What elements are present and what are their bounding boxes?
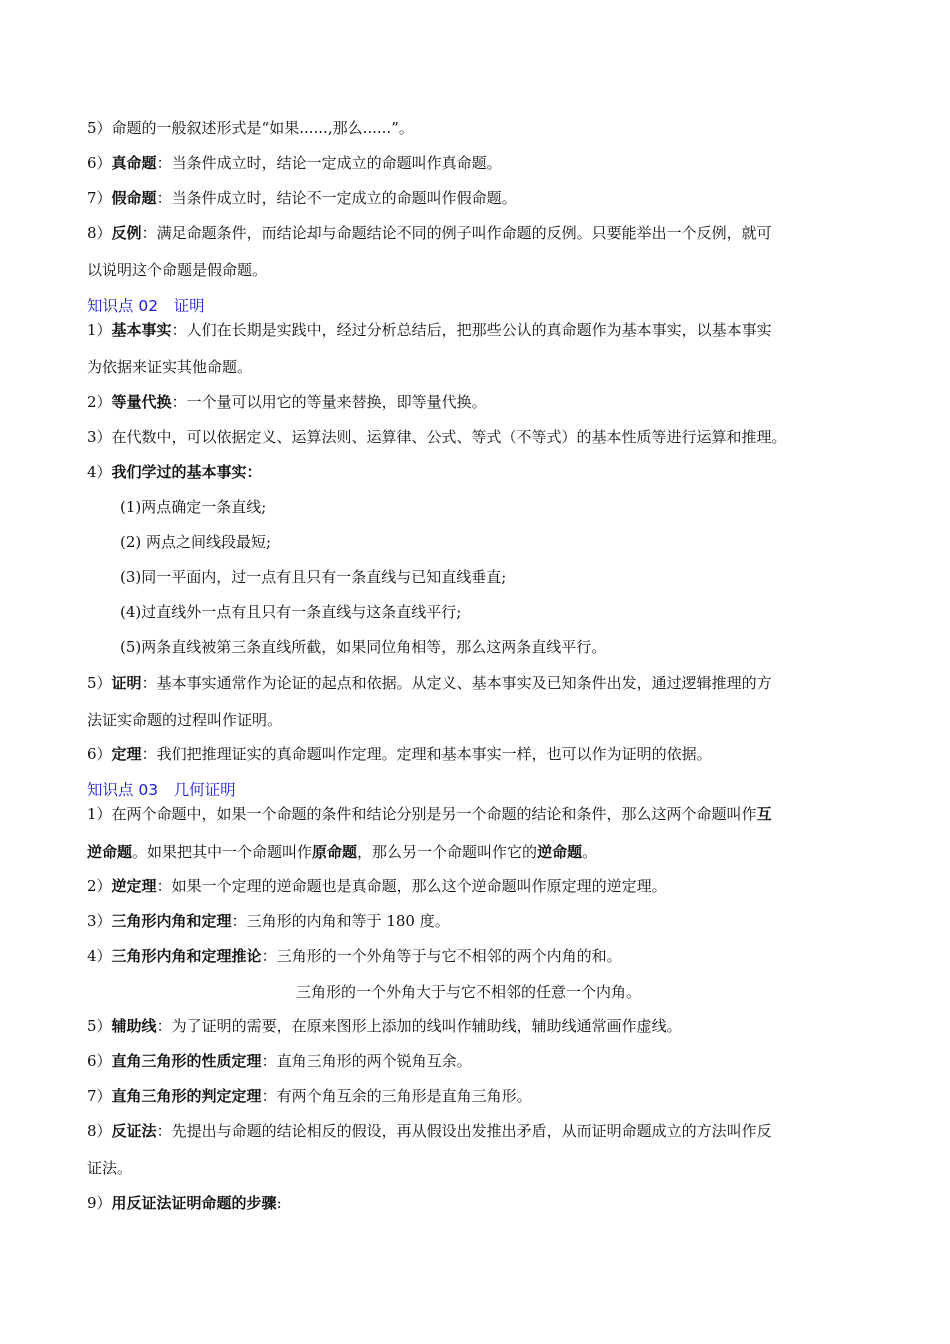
bold-term: 互: [756, 805, 772, 823]
text-line: [87, 1086, 532, 1106]
text-segment: 6）: [87, 745, 112, 763]
text-segment: 7）: [87, 1087, 112, 1105]
text-segment: ：一个量可以用它的等量来替换，即等量代换。: [171, 393, 487, 411]
text-segment: ：人们在长期是实践中，经过分析总结后，把那些公认的真命题作为基本事实，以基本事实: [171, 321, 772, 339]
text-segment: 5）命题的一般叙述形式是“如果......,那么......”。: [87, 119, 414, 137]
text-segment: 知识点 02 证明: [87, 297, 205, 315]
text-line: [87, 392, 487, 412]
text-line: [87, 1051, 472, 1071]
text-segment: 2）: [87, 393, 112, 411]
text-line: [120, 532, 271, 552]
bold-term: 逆定理: [111, 877, 157, 895]
text-line: [87, 188, 517, 208]
text-line: [120, 637, 606, 657]
bold-term: 我们学过的基本事实：: [111, 463, 262, 481]
text-segment: 。如果把其中一个命题叫作: [132, 843, 313, 861]
text-line: [87, 1193, 282, 1213]
bold-term: 反例: [111, 224, 142, 242]
text-segment: 9）: [87, 1194, 112, 1212]
text-segment: 为依据来证实其他命题。: [87, 358, 253, 376]
text-line: [87, 842, 597, 862]
bold-term: 定理: [111, 745, 142, 763]
text-line: [120, 497, 266, 517]
text-segment: 2）: [87, 877, 112, 895]
text-segment: ：三角形的一个外角等于与它不相邻的两个内角的和。: [261, 947, 622, 965]
text-segment: 法证实命题的过程叫作证明。: [87, 711, 283, 729]
bold-term: 基本事实: [111, 321, 172, 339]
text-segment: ，那么另一个命题叫作它的: [357, 843, 538, 861]
text-line: [120, 602, 461, 622]
text-line: [87, 1121, 772, 1141]
text-segment: 7）: [87, 189, 112, 207]
text-segment: ：有两个角互余的三角形是直角三角形。: [261, 1087, 532, 1105]
text-line: [87, 876, 667, 896]
text-segment: (5)两条直线被第三条直线所截，如果同位角相等，那么这两条直线平行。: [120, 638, 607, 656]
bold-term: 假命题: [111, 189, 157, 207]
text-segment: :: [276, 1194, 282, 1212]
text-line: [87, 118, 414, 138]
text-line: [87, 320, 772, 340]
text-line: [87, 911, 450, 931]
text-line: [87, 223, 772, 243]
text-segment: ：先提出与命题的结论相反的假设，再从假设出发推出矛盾，从而证明命题成立的方法叫作反: [156, 1122, 772, 1140]
text-line: [87, 260, 267, 280]
text-segment: ：基本事实通常作为论证的起点和依据。从定义、基本事实及已知条件出发，通过逻辑推理的方: [141, 674, 772, 692]
text-line: [87, 357, 252, 377]
text-segment: 知识点 03 几何证明: [87, 781, 236, 799]
bold-term: 等量代换: [111, 393, 172, 411]
section-heading: [87, 296, 205, 316]
text-segment: 6）: [87, 1052, 112, 1070]
text-segment: 1）在两个命题中，如果一个命题的条件和结论分别是另一个命题的结论和条件，那么这两个命题叫作: [87, 805, 757, 823]
bold-term: 真命题: [111, 154, 157, 172]
text-line: [87, 673, 772, 693]
text-segment: ：满足命题条件，而结论却与命题结论不同的例子叫作命题的反例。只要能举出一个反例，就可: [141, 224, 772, 242]
text-segment: 6）: [87, 154, 112, 172]
bold-term: 逆命题: [87, 843, 133, 861]
text-segment: 证法。: [87, 1159, 133, 1177]
text-line: [87, 1158, 132, 1178]
bold-term: 三角形内角和定理推论: [111, 947, 262, 965]
text-segment: (4)过直线外一点有且只有一条直线与这条直线平行;: [120, 603, 462, 621]
text-segment: 3）: [87, 912, 112, 930]
text-segment: ：直角三角形的两个锐角互余。: [261, 1052, 472, 1070]
text-line: [87, 744, 712, 764]
bold-term: 辅助线: [111, 1017, 157, 1035]
text-line: [87, 462, 262, 482]
text-segment: ：当条件成立时，结论一定成立的命题叫作真命题。: [156, 154, 502, 172]
text-line: [87, 710, 282, 730]
text-segment: ：我们把推理证实的真命题叫作定理。定理和基本事实一样，也可以作为证明的依据。: [141, 745, 712, 763]
text-segment: 8）: [87, 224, 112, 242]
text-segment: 三角形的一个外角大于与它不相邻的任意一个内角。: [296, 983, 642, 1001]
bold-term: 三角形内角和定理: [111, 912, 232, 930]
text-line: [87, 1016, 682, 1036]
text-segment: 5）: [87, 1017, 112, 1035]
text-segment: 5）: [87, 674, 112, 692]
bold-term: 用反证法证明命题的步骤: [111, 1194, 277, 1212]
text-segment: 4）: [87, 463, 112, 481]
text-line: [87, 427, 787, 447]
text-segment: 。: [582, 843, 598, 861]
text-segment: 1）: [87, 321, 112, 339]
text-line: [296, 982, 641, 1002]
text-segment: (1)两点确定一条直线;: [120, 498, 267, 516]
text-segment: 3）在代数中，可以依据定义、运算法则、运算律、公式、等式（不等式）的基本性质等进行运算和推理。: [87, 428, 787, 446]
text-segment: 以说明这个命题是假命题。: [87, 261, 268, 279]
text-segment: 4）: [87, 947, 112, 965]
text-line: [120, 567, 506, 587]
text-segment: ：如果一个定理的逆命题也是真命题，那么这个逆命题叫作原定理的逆定理。: [156, 877, 667, 895]
text-line: [87, 153, 502, 173]
bold-term: 原命题: [312, 843, 358, 861]
bold-term: 逆命题: [537, 843, 583, 861]
text-segment: ：为了证明的需要，在原来图形上添加的线叫作辅助线，辅助线通常画作虚线。: [156, 1017, 682, 1035]
bold-term: 直角三角形的性质定理: [111, 1052, 262, 1070]
section-heading: [87, 780, 236, 800]
text-segment: 8）: [87, 1122, 112, 1140]
text-segment: ：当条件成立时，结论不一定成立的命题叫作假命题。: [156, 189, 517, 207]
text-segment: (2) 两点之间线段最短;: [120, 533, 272, 551]
text-line: [87, 946, 622, 966]
bold-term: 反证法: [111, 1122, 157, 1140]
text-line: [87, 804, 772, 824]
bold-term: 证明: [111, 674, 142, 692]
bold-term: 直角三角形的判定定理: [111, 1087, 262, 1105]
text-segment: (3)同一平面内，过一点有且只有一条直线与已知直线垂直;: [120, 568, 507, 586]
text-segment: ：三角形的内角和等于 180 度。: [231, 912, 450, 930]
